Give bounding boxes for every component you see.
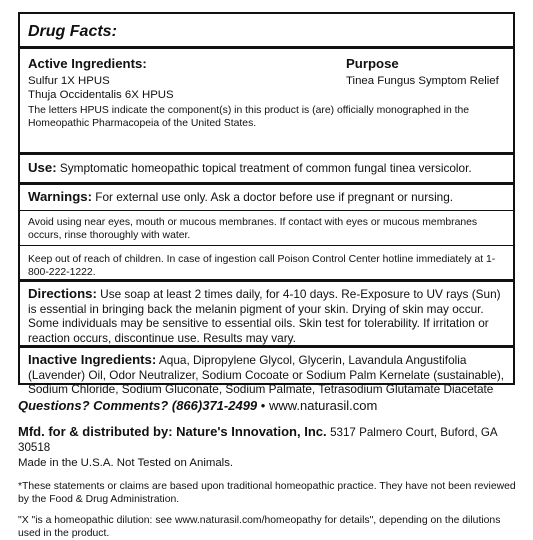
warnings-eyes: Avoid using near eyes, mouth or mucous membranes. If contact with eyes or mucous membranes occurs, rinse thoroughly with water. <box>20 211 513 246</box>
warnings-text: For external use only. Ask a doctor before use if pregnant or nursing. <box>95 190 454 204</box>
ingredient-item: Thuja Occidentalis 6X HPUS <box>28 89 174 101</box>
warnings-heading: Warnings: <box>28 189 92 204</box>
directions-section <box>20 282 513 348</box>
purpose-heading: Purpose <box>346 56 399 71</box>
contact-line <box>18 398 518 413</box>
drug-facts-panel <box>18 12 515 396</box>
directions-text: Use soap at least 2 times daily, for 4-10 days. Re-Exposure to UV rays (Sun) is essential in bringing back the melanin pigment of your skin. Drying of skin may occur. Some individuals may be sensitive to essential oils. Skin test for tolerability. If irritation or reaction occurs, discontinue use. Results may vary. <box>28 287 501 345</box>
ingredient-list <box>28 74 346 102</box>
warnings-section <box>20 185 513 211</box>
use-section <box>20 155 513 185</box>
inactive-ingredients-section <box>20 348 513 397</box>
inactive-ingredients-text: Aqua, Dipropylene Glycol, Glycerin, Lavandula Angustifolia (Lavender) Oil, Odor Neutralizer, Sodium Cocoate or Sodium Palm Kernelate (sustainable), Sodium Chloride, Sodium Gluconate, Sodium Palmate, Tetrasodium Glutamate Diacetate <box>28 353 505 396</box>
use-text: Symptomatic homeopathic topical treatment of common fungal tinea versicolor. <box>59 161 472 175</box>
directions-heading: Directions: <box>28 286 97 301</box>
ingredient-item: Sulfur 1X HPUS <box>28 75 110 87</box>
separator: • <box>260 398 266 413</box>
drug-facts-title: Drug Facts: <box>20 14 513 49</box>
manufacturer-label: Mfd. for & distributed by: Nature's Innovation, Inc. <box>18 424 327 439</box>
inactive-ingredients-heading: Inactive Ingredients: <box>28 352 157 367</box>
footer <box>18 398 518 540</box>
use-heading: Use: <box>28 160 57 175</box>
active-ingredients-header-row <box>28 56 505 71</box>
manufacturer-origin: Made in the U.S.A. Not Tested on Animals. <box>18 457 234 469</box>
manufacturer-block <box>18 425 518 470</box>
manufacturer-address: 5317 Palmero Court, Buford, GA 30518 <box>18 426 498 454</box>
active-ingredients-heading: Active Ingredients: <box>28 56 147 71</box>
website-link[interactable]: www.naturasil.com <box>268 398 378 413</box>
warnings-children: Keep out of reach of children. In case of ingestion call Poison Control Center hotline immediately at 1-800-222-1222. <box>20 246 513 282</box>
dilution-note: "X "is a homeopathic dilution: see www.naturasil.com/homeopathy for details", depending on the dilutions used in the product. <box>18 515 501 539</box>
purpose-text: Tinea Fungus Symptom Relief <box>346 75 499 87</box>
active-ingredients-body-row <box>28 74 505 102</box>
disclaimer: *These statements or claims are based upon traditional homeopathic practice. They have not been reviewed by the Food & Drug Administration. <box>18 481 516 505</box>
active-ingredients-section <box>20 49 513 155</box>
phone-number: (866)371-2499 <box>171 398 258 413</box>
hpus-note: The letters HPUS indicate the component(s) in this product is (are) officially monographed in the Homeopathic Pharmacopeia of the United States. <box>28 105 470 129</box>
questions-label: Questions? Comments? <box>18 398 169 413</box>
